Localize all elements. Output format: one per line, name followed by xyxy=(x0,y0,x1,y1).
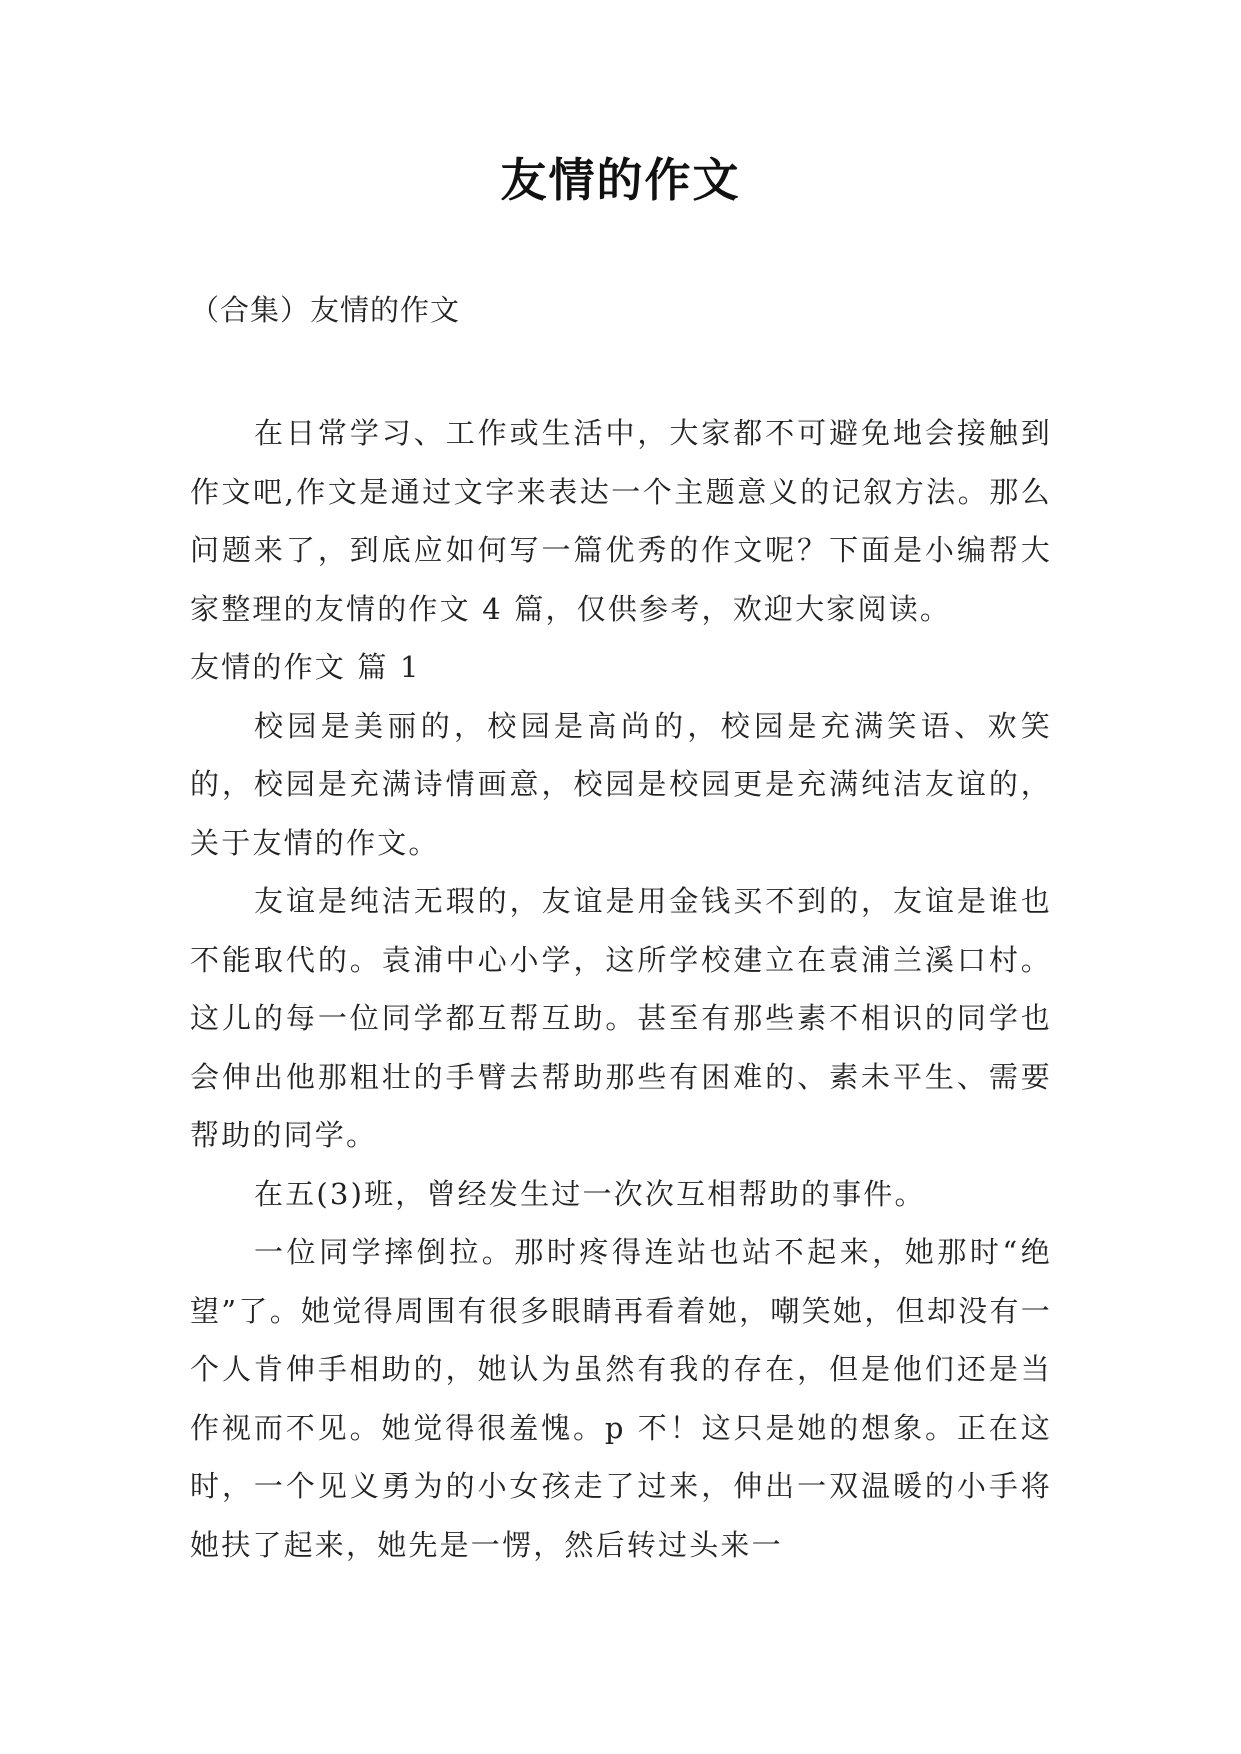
paragraph: 友谊是纯洁无瑕的，友谊是用金钱买不到的，友谊是谁也不能取代的。袁浦中心小学，这所学校建立在袁浦兰溪口村。这儿的每一位同学都互帮互助。甚至有那些素不相识的同学也会伸出他那粗壮的手臂去帮助那些有困难的、素未平生、需要帮助的同学。 xyxy=(190,884,1052,1152)
document-title: 友情的作文 xyxy=(500,153,741,207)
paragraph-intro: 在日常学习、工作或生活中，大家都不可避免地会接触到作文吧,作文是通过文字来表达一个主题意义的记叙方法。那么问题来了，到底应如何写一篇优秀的作文呢？下面是小编帮大家整理的友情的作文 4 篇，仅供参考，欢迎大家阅读。 xyxy=(190,416,1052,626)
section-heading: 友情的作文 篇 1 xyxy=(190,650,421,684)
paragraph: 校园是美丽的，校园是高尚的，校园是充满笑语、欢笑的，校园是充满诗情画意，校园是校园更是充满纯洁友谊的，关于友情的作文。 xyxy=(190,708,1052,860)
paragraph: 一位同学摔倒拉。那时疼得连站也站不起来，她那时“绝望”了。她觉得周围有很多眼睛再看着她，嘲笑她，但却没有一个人肯伸手相助的，她认为虽然有我的存在，但是他们还是当作视而不见。她觉得很羞愧。p 不！这只是她的想象。正在这时，一个见义勇为的小女孩走了过来，伸出一双温暖的小手将她扶了起来，她先是一愣，然后转过头来一 xyxy=(190,1235,1052,1562)
document-body xyxy=(190,404,1052,1574)
document-subtitle: （合集）友情的作文 xyxy=(190,293,461,327)
paragraph: 在五(3)班，曾经发生过一次次互相帮助的事件。 xyxy=(254,1176,926,1211)
